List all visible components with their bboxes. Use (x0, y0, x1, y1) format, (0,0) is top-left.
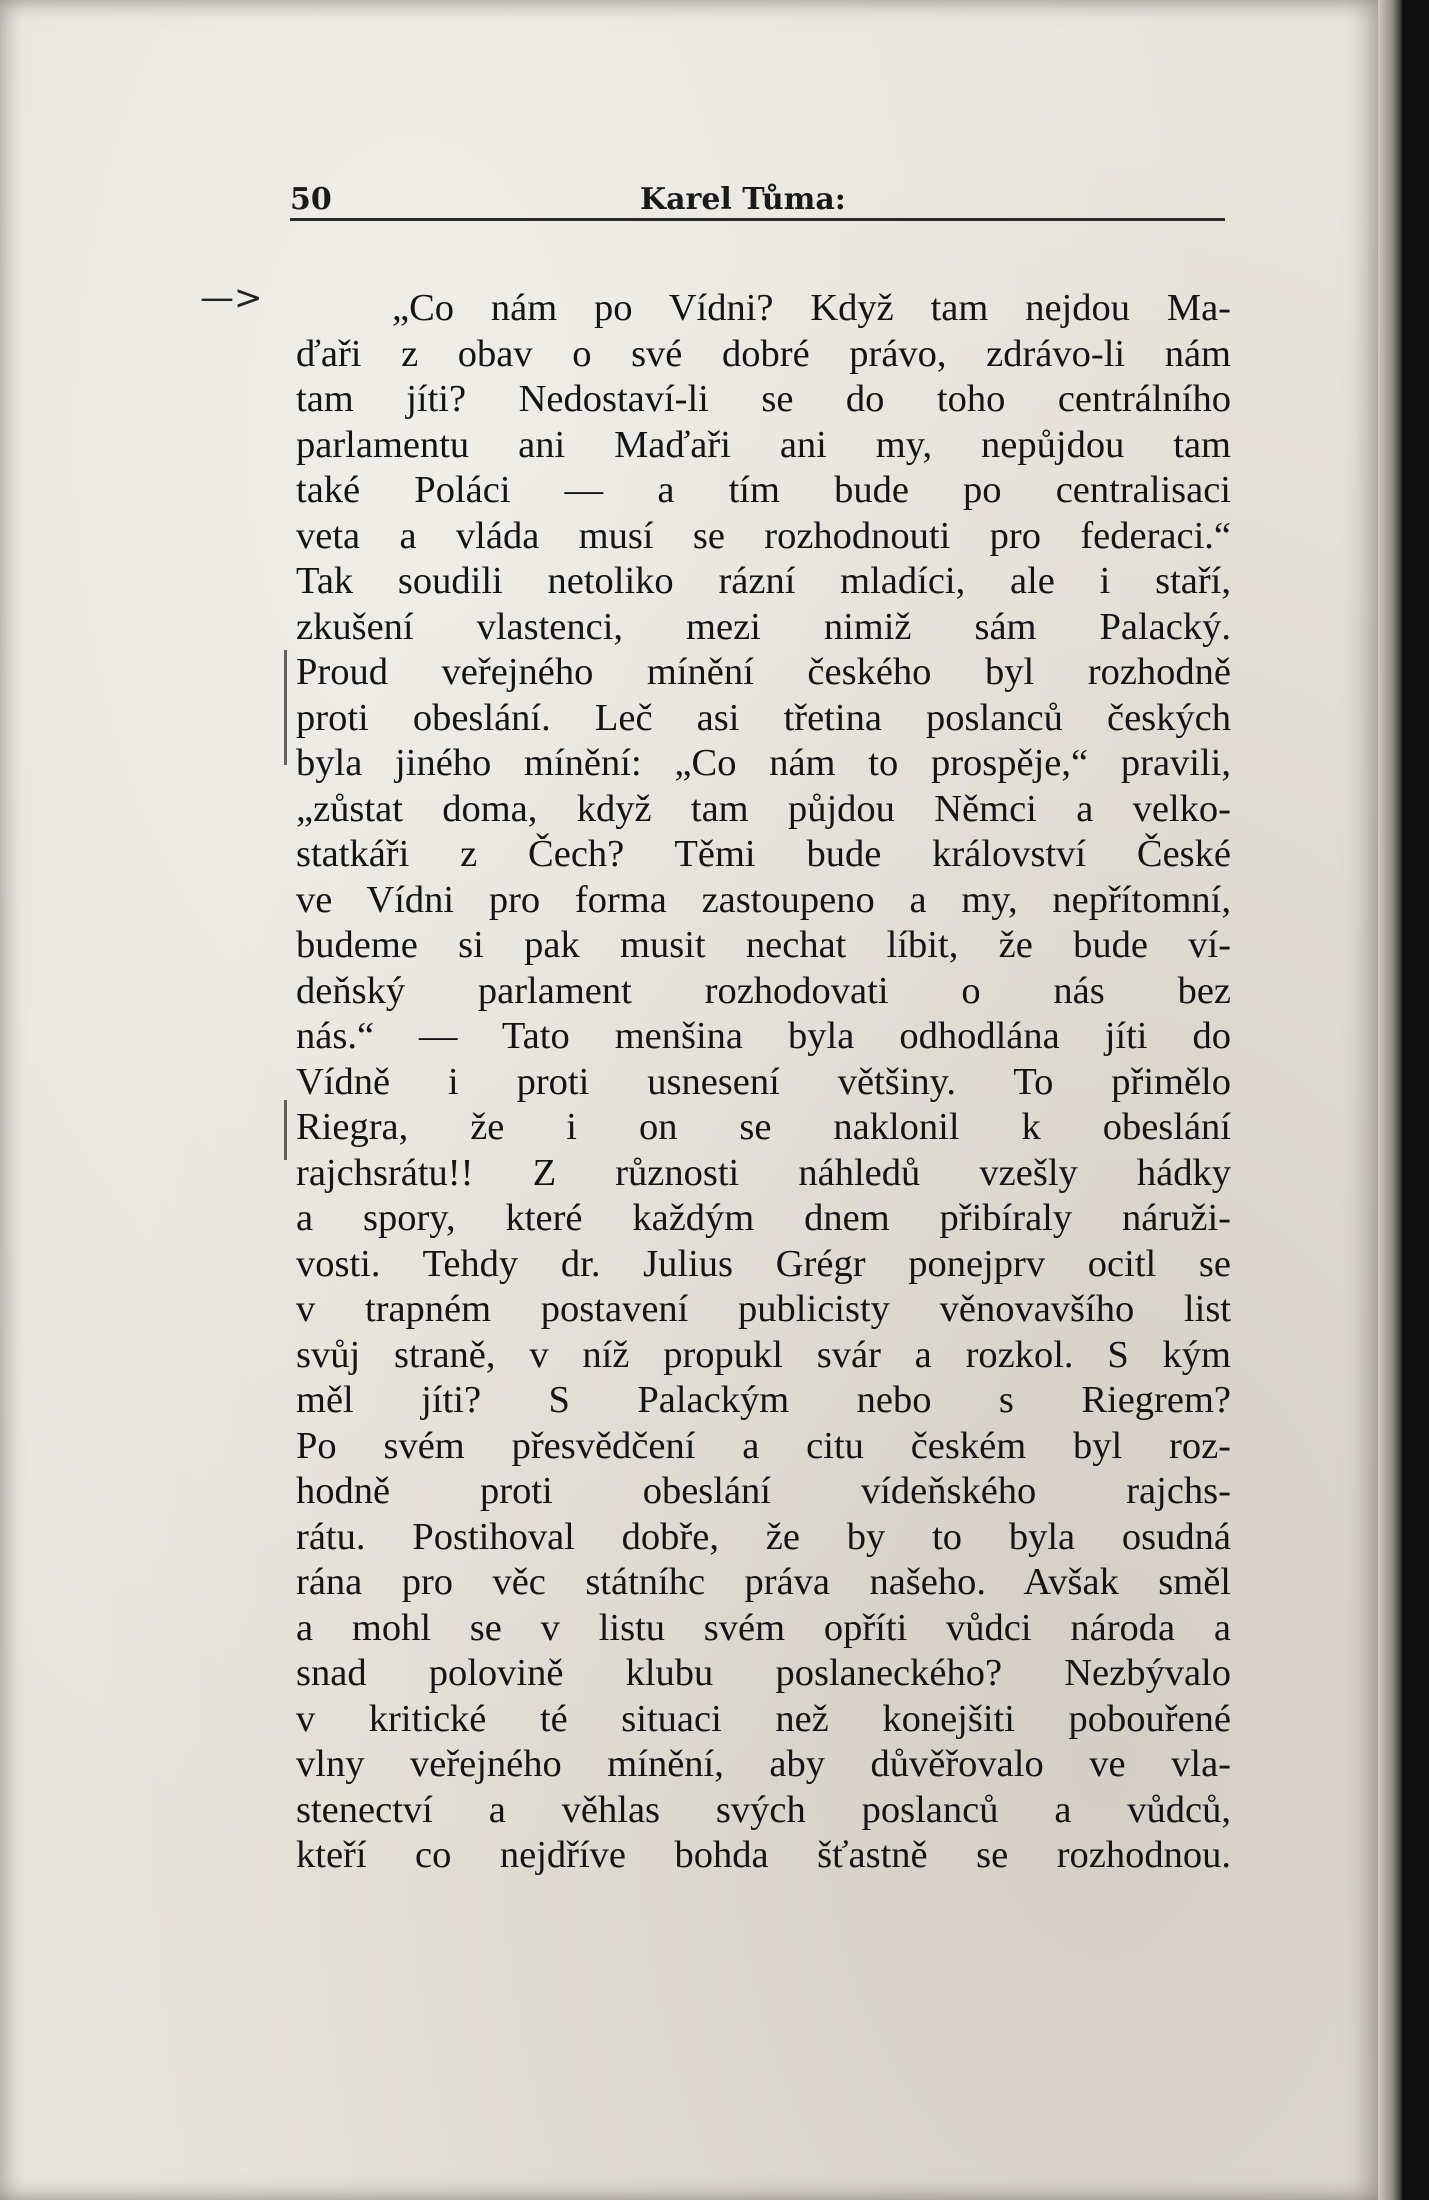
text-line: Tak soudili netoliko rázní mladíci, ale i staří, (296, 560, 1231, 602)
text-line: rána pro věc státníhc práva našeho. Avšak směl (296, 1561, 1231, 1603)
text-line: svůj straně, v níž propukl svár a rozkol. S kým (296, 1333, 1231, 1376)
text-line: byla jiného mínění: „Co nám to prospěje,“ pravili, (296, 742, 1231, 784)
text-line: stenectví a věhlas svých poslanců a vůdců, (296, 1788, 1231, 1831)
text-line: měl jíti? S Palackým nebo s Riegrem? (296, 1379, 1231, 1421)
text-line: Riegra, že i on se naklonil k obeslání (296, 1106, 1231, 1148)
text-line: Vídně i proti usnesení většiny. To přimělo (296, 1060, 1231, 1103)
text-line: deňský parlament rozhodovati o nás bez (296, 969, 1231, 1012)
text-line: v kritické té situaci než konejšiti pobouřené (296, 1697, 1231, 1740)
text-line: zkušení vlastenci, mezi nimiž sám Palacký. (296, 605, 1231, 648)
text-line: kteří co nejdříve bohda šťastně se rozhodnou. (296, 1834, 1231, 1876)
text-line: Proud veřejného mínění českého byl rozhodně (296, 651, 1231, 693)
running-title: Karel Tůma: (640, 182, 846, 217)
text-line: veta a vláda musí se rozhodnouti pro federaci.“ (296, 514, 1231, 557)
text-line: hodně proti obeslání vídeňského rajchs- (296, 1470, 1231, 1512)
book-edge (1378, 0, 1402, 2200)
text-line: budeme si pak musit nechat líbit, že bude ví- (296, 924, 1231, 966)
text-line: proti obeslání. Leč asi třetina poslanců českých (296, 696, 1231, 739)
text-line: parlamentu ani Maďaři ani my, nepůjdou tam (296, 423, 1231, 466)
text-line: ve Vídni pro forma zastoupeno a my, nepřítomní, (296, 878, 1231, 921)
text-line: a mohl se v listu svém opříti vůdci národa a (296, 1606, 1231, 1649)
text-line: a spory, které každým dnem přibíraly náruži- (296, 1197, 1231, 1239)
text-line: rajchsrátu!! Z různosti náhledů vzešly hádky (296, 1151, 1231, 1194)
text-line: statkáři z Čech? Těmi bude království České (296, 833, 1231, 875)
text-line: také Poláci — a tím bude po centralisaci (296, 469, 1231, 511)
text-line: tam jíti? Nedostaví-li se do toho centrálního (296, 378, 1231, 420)
text-line: vlny veřejného mínění, aby důvěřovalo ve vla- (296, 1743, 1231, 1785)
text-line: rátu. Postihoval dobře, že by to byla osudná (296, 1515, 1231, 1558)
text-line: Po svém přesvědčení a citu českém byl roz- (296, 1424, 1231, 1467)
text-line: nás.“ — Tato menšina byla odhodlána jíti do (296, 1015, 1231, 1057)
pencil-bracket-mark (284, 1100, 287, 1160)
pencil-bracket-mark (284, 650, 287, 765)
text-line: „Co nám po Vídni? Když tam nejdou Ma- (392, 287, 1231, 329)
text-line: vosti. Tehdy dr. Julius Grégr ponejprv ocitl se (296, 1242, 1231, 1285)
text-line: „zůstat doma, když tam půjdou Němci a velko- (296, 787, 1231, 830)
text-line: v trapném postavení publicisty věnovavšího list (296, 1288, 1231, 1330)
margin-arrow-annotation: —> (200, 278, 263, 318)
page-number: 50 (290, 182, 332, 217)
text-line: snad polovině klubu poslaneckého? Nezbývalo (296, 1652, 1231, 1694)
header-rule (290, 218, 1225, 221)
text-line: ďaři z obav o své dobré právo, zdrávo-li nám (296, 332, 1231, 375)
body-text (296, 286, 1231, 1879)
